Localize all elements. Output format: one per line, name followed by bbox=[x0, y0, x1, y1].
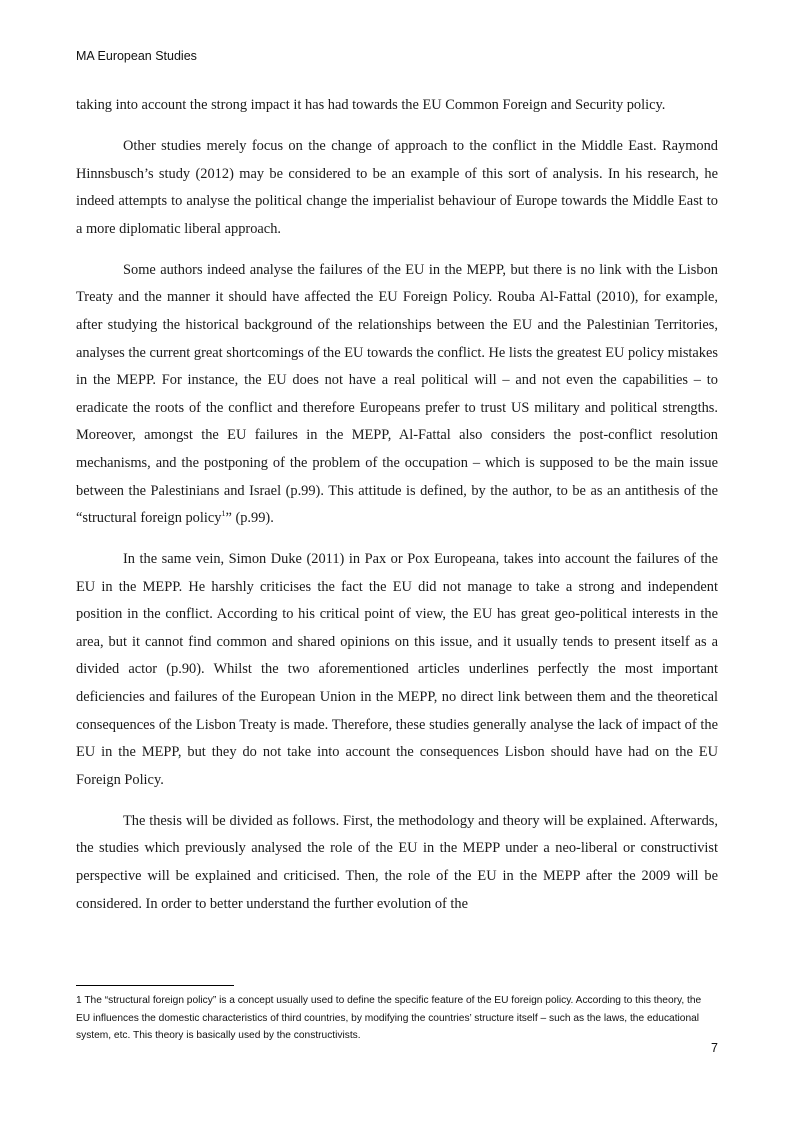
body-text bbox=[76, 92, 718, 932]
page-number: 7 bbox=[711, 1041, 718, 1055]
footnote bbox=[76, 992, 718, 1045]
paragraph-continuation: taking into account the strong impact it has had towards the EU Common Foreign and Security policy. bbox=[76, 97, 666, 113]
paragraph-al-fattal-tail: ” (p.99). bbox=[225, 510, 274, 527]
paragraph-thesis-outline: The thesis will be divided as follows. First, the methodology and theory will be explained. Afterwards, the studies which previously analysed the role of the EU in the MEPP under a neo-liberal or constructivist perspective will be explained and criticised. Then, the role of the EU in the MEPP after the 2009 will be considered. In order to better understand the further evolution of the bbox=[76, 812, 718, 912]
footnote-separator bbox=[76, 985, 234, 986]
paragraph-duke: In the same vein, Simon Duke (2011) in Pax or Pox Europeana, takes into account the failures of the EU in the MEPP. He harshly criticises the fact the EU did not manage to take a strong and independent position in the conflict. According to his critical point of view, the EU has great geo-political interests in the area, but it cannot find common and shared opinions on this issue, and it usually tends to present itself as a divided actor (p.90). Whilst the two aforementioned articles underlines perfectly the most important deficiencies and failures of the European Union in the MEPP, no direct link between them and the theoretical consequences of the Lisbon Treaty is made. Therefore, these studies generally analyse the lack of impact of the EU in the MEPP, but they do not take into account the consequences Lisbon should have had on the EU Foreign Policy. bbox=[76, 551, 718, 788]
paragraph-al-fattal bbox=[76, 257, 718, 533]
footnote-reference[interactable]: 1 bbox=[221, 509, 226, 519]
footnote-text: The “structural foreign policy” is a concept usually used to define the specific feature of the EU foreign policy. According to this theory, the EU influences the domestic characteristics of third countries, by modifying the countries’ structure itself – such as the laws, the educational system, etc. This theory is basically used by the constructivists. bbox=[76, 995, 702, 1042]
paragraph-al-fattal-text: Some authors indeed analyse the failures of the EU in the MEPP, but there is no link with the Lisbon Treaty and the manner it should have affected the EU Foreign Policy. Rouba Al-Fattal (2010), for example, after studying the historical background of the relationships between the EU and the Palestinian Territories, analyses the current great shortcomings of the EU towards the conflict. He lists the greatest EU policy mistakes in the MEPP. For instance, the EU does not have a real political will – and not even the capabilities – to eradicate the roots of the conflict and therefore Europeans prefer to trust US military and political strengths. Moreover, amongst the EU failures in the MEPP, Al-Fattal also considers the post-conflict resolution mechanisms, and the postponing of the problem of the occupation – which is supposed to be the main issue between the Palestinians and Israel (p.99). This attitude is defined, by the author, to be as an antithesis of the “structural foreign policy bbox=[76, 261, 718, 527]
running-header: MA European Studies bbox=[76, 49, 197, 63]
footnote-number: 1 bbox=[76, 995, 82, 1006]
paragraph-hinnsbusch: Other studies merely focus on the change of approach to the conflict in the Middle East. Raymond Hinnsbusch’s study (2012) may be considered to be an example of this sort of analysis. In his research, he indeed attempts to analyse the political change the imperialist behaviour of Europe towards the Middle East to a more diplomatic liberal approach. bbox=[76, 137, 718, 237]
